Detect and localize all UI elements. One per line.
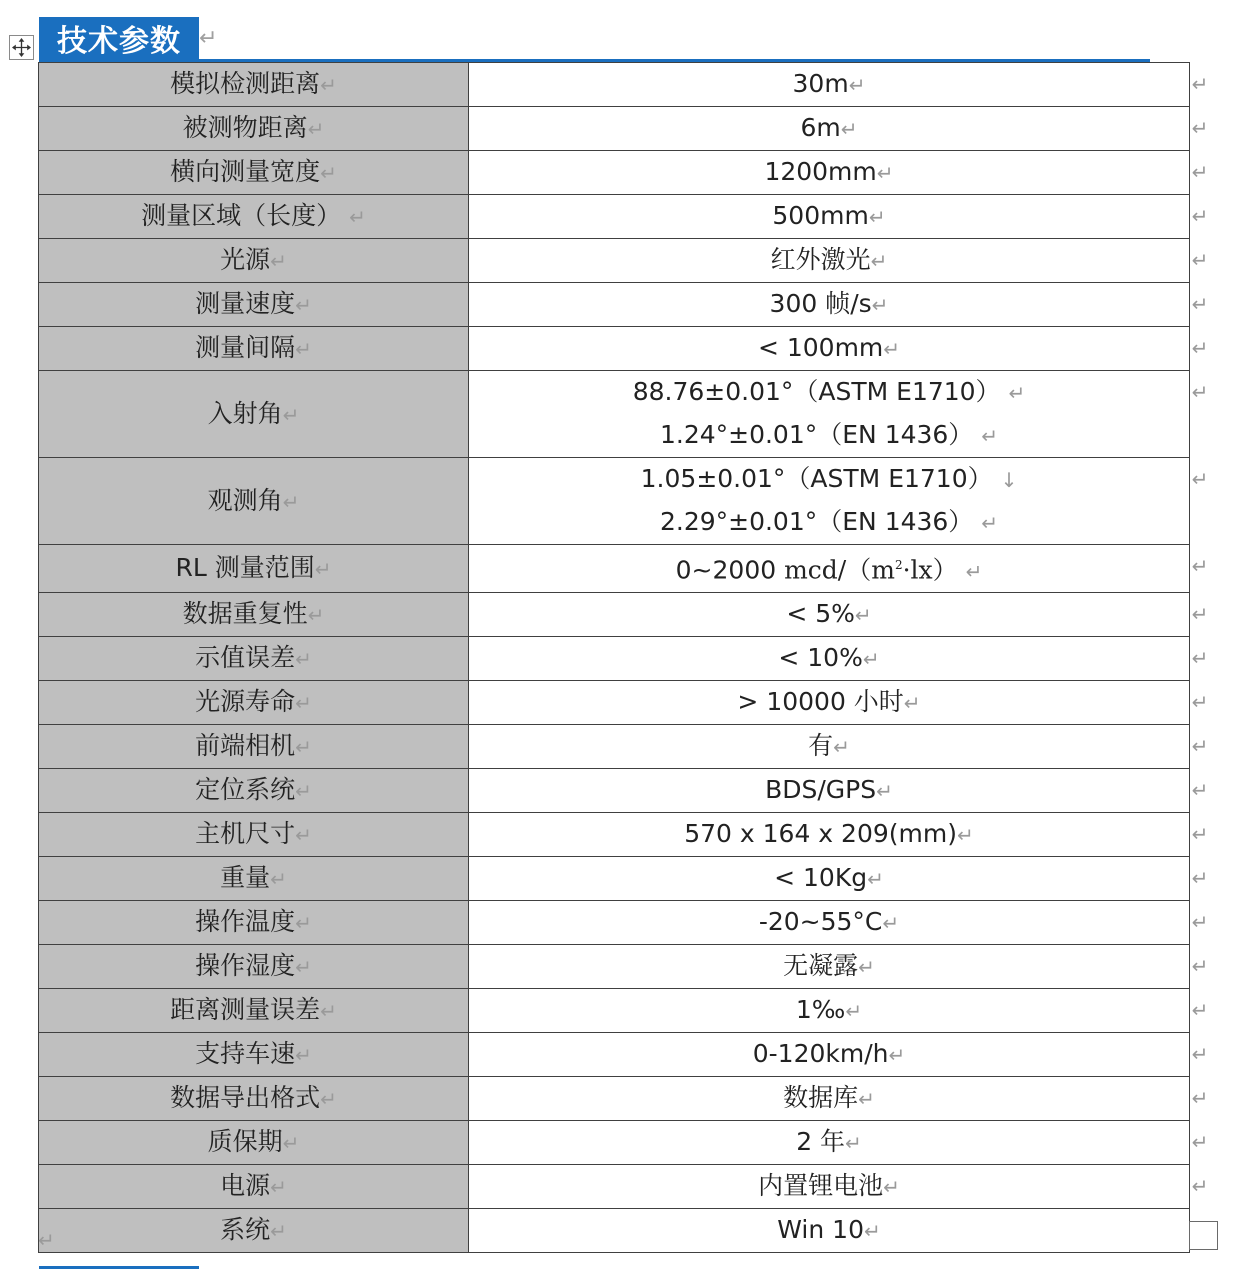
table-row xyxy=(39,681,1190,725)
table-row xyxy=(39,857,1190,901)
row-end-mark: ↵ xyxy=(1191,1085,1209,1110)
table-row xyxy=(39,371,1190,458)
table-row xyxy=(39,283,1190,327)
spec-label: 支持车速↵ xyxy=(39,1033,469,1077)
spec-label: 质保期↵ xyxy=(39,1121,469,1165)
spec-label: 入射角↵ xyxy=(39,371,469,458)
spec-value: 6m↵ xyxy=(469,107,1190,151)
row-end-mark: ↵ xyxy=(1191,997,1209,1022)
spec-table xyxy=(38,62,1190,1253)
paragraph-mark-icon: ↵ xyxy=(38,1228,55,1252)
row-end-mark: ↵ xyxy=(1191,1041,1209,1066)
spec-label: 测量间隔↵ xyxy=(39,327,469,371)
row-end-mark: ↵ xyxy=(1191,865,1209,890)
move-icon xyxy=(12,38,31,57)
spec-value: 数据库↵ xyxy=(469,1077,1190,1121)
spec-label: 重量↵ xyxy=(39,857,469,901)
spec-value: 1‰↵ xyxy=(469,989,1190,1033)
row-end-mark: ↵ xyxy=(1191,777,1209,802)
row-end-mark: ↵ xyxy=(1191,553,1209,578)
spec-value: < 100mm↵ xyxy=(469,327,1190,371)
table-row xyxy=(39,1033,1190,1077)
table-row xyxy=(39,725,1190,769)
spec-label: 电源↵ xyxy=(39,1165,469,1209)
spec-label: 定位系统↵ xyxy=(39,769,469,813)
table-row xyxy=(39,1077,1190,1121)
spec-value: 0~2000 mcd/$(m^2\cdot lx)$ ↵ xyxy=(469,545,1190,593)
row-end-mark: ↵ xyxy=(1191,466,1209,491)
spec-label: 操作温度↵ xyxy=(39,901,469,945)
spec-label: 光源寿命↵ xyxy=(39,681,469,725)
spec-label: 示值误差↵ xyxy=(39,637,469,681)
table-row xyxy=(39,195,1190,239)
table-row xyxy=(39,901,1190,945)
spec-value: Win 10↵ xyxy=(469,1209,1190,1253)
spec-value: 30m↵ xyxy=(469,63,1190,107)
spec-value: BDS/GPS↵ xyxy=(469,769,1190,813)
spec-value: 88.76±0.01°（ASTM E1710） ↵ 1.24°±0.01°（EN 1436） ↵ xyxy=(469,371,1190,458)
table-row xyxy=(39,1165,1190,1209)
table-row xyxy=(39,593,1190,637)
spec-label: 被测物距离↵ xyxy=(39,107,469,151)
spec-label: 模拟检测距离↵ xyxy=(39,63,469,107)
table-row xyxy=(39,637,1190,681)
spec-value: 1200mm↵ xyxy=(469,151,1190,195)
table-row xyxy=(39,63,1190,107)
row-end-mark: ↵ xyxy=(1191,909,1209,934)
table-row xyxy=(39,1121,1190,1165)
row-end-mark: ↵ xyxy=(1191,71,1209,96)
table-row xyxy=(39,813,1190,857)
row-end-mark: ↵ xyxy=(1191,1129,1209,1154)
table-row xyxy=(39,1209,1190,1253)
row-end-mark: ↵ xyxy=(1191,291,1209,316)
spec-label: 前端相机↵ xyxy=(39,725,469,769)
spec-value: -20~55°C↵ xyxy=(469,901,1190,945)
spec-label: 观测角↵ xyxy=(39,458,469,545)
table-move-handle[interactable] xyxy=(9,35,34,60)
row-end-mark: ↵ xyxy=(1191,379,1209,404)
row-end-mark: ↵ xyxy=(1191,953,1209,978)
section-title: 技术参数 xyxy=(39,17,199,59)
table-row xyxy=(39,945,1190,989)
spec-label: 操作湿度↵ xyxy=(39,945,469,989)
table-row xyxy=(39,239,1190,283)
row-end-mark: ↵ xyxy=(1191,645,1209,670)
spec-value: 红外激光↵ xyxy=(469,239,1190,283)
spec-label: 测量速度↵ xyxy=(39,283,469,327)
table-row xyxy=(39,327,1190,371)
table-row xyxy=(39,107,1190,151)
spec-value: > 10000 小时↵ xyxy=(469,681,1190,725)
row-end-mark: ↵ xyxy=(1191,335,1209,360)
row-end-mark: ↵ xyxy=(1191,821,1209,846)
table-row xyxy=(39,769,1190,813)
row-end-mark: ↵ xyxy=(1191,115,1209,140)
spec-label: RL 测量范围↵ xyxy=(39,545,469,593)
spec-label: 测量区域（长度） ↵ xyxy=(39,195,469,239)
spec-value: < 5%↵ xyxy=(469,593,1190,637)
spec-value: 570 x 164 x 209(mm)↵ xyxy=(469,813,1190,857)
row-end-mark: ↵ xyxy=(1191,1173,1209,1198)
spec-value: 无凝露↵ xyxy=(469,945,1190,989)
spec-label: 主机尺寸↵ xyxy=(39,813,469,857)
spec-value: < 10%↵ xyxy=(469,637,1190,681)
spec-value: 0-120km/h↵ xyxy=(469,1033,1190,1077)
spec-value: 2 年↵ xyxy=(469,1121,1190,1165)
row-end-mark: ↵ xyxy=(1191,247,1209,272)
spec-label: 数据导出格式↵ xyxy=(39,1077,469,1121)
table-resize-handle[interactable] xyxy=(1189,1221,1218,1250)
table-row xyxy=(39,989,1190,1033)
row-end-mark: ↵ xyxy=(1191,159,1209,184)
spec-value: < 10Kg↵ xyxy=(469,857,1190,901)
spec-value: 500mm↵ xyxy=(469,195,1190,239)
spec-value: 内置锂电池↵ xyxy=(469,1165,1190,1209)
spec-label: 系统↵ xyxy=(39,1209,469,1253)
row-end-mark: ↵ xyxy=(1191,601,1209,626)
spec-label: 距离测量误差↵ xyxy=(39,989,469,1033)
row-end-mark: ↵ xyxy=(1191,203,1209,228)
table-row xyxy=(39,458,1190,545)
row-end-mark: ↵ xyxy=(1191,733,1209,758)
table-row xyxy=(39,545,1190,593)
paragraph-mark-icon: ↵ xyxy=(199,26,218,51)
spec-value: 300 帧/s↵ xyxy=(469,283,1190,327)
footer-underline xyxy=(39,1266,199,1269)
spec-label: 数据重复性↵ xyxy=(39,593,469,637)
spec-label: 光源↵ xyxy=(39,239,469,283)
spec-value: 有↵ xyxy=(469,725,1190,769)
spec-label: 横向测量宽度↵ xyxy=(39,151,469,195)
table-row xyxy=(39,151,1190,195)
row-end-mark: ↵ xyxy=(1191,689,1209,714)
spec-value: 1.05±0.01°（ASTM E1710） ↓ 2.29°±0.01°（EN 1436） ↵ xyxy=(469,458,1190,545)
